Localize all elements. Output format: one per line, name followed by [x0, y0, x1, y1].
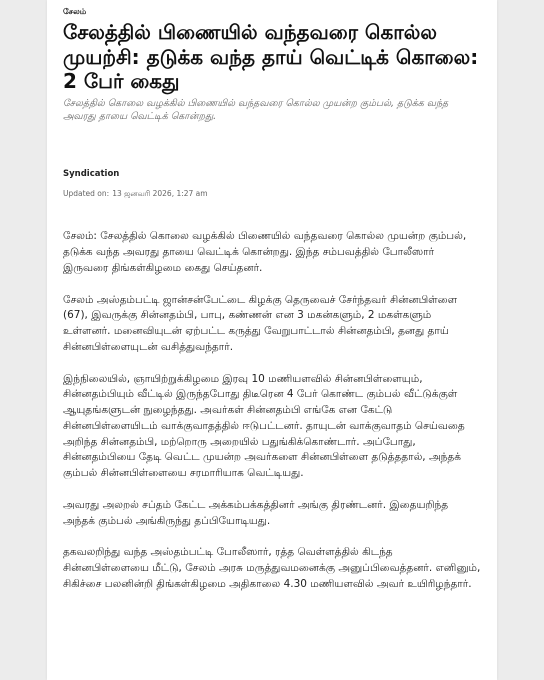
article-subtitle: சேலத்தில் கொலை வழக்கில் பிணையில் வந்தவரை கொல்ல முயன்ற கும்பல், தடுக்க வந்த அவரது தாயை வெட்டிக் கொன்றது.: [63, 97, 449, 122]
article-container: [47, 0, 497, 593]
article-paragraph: சேலம் அஸ்தம்பட்டி ஜான்சன்பேட்டை கிழக்கு தெருவைச் சேர்ந்தவர் சின்னபிள்ளை (67), இவருக்கு சின்னதம்பி, பாபு, கண்ணன் என 3 மகன்களும், 2 மகள்களும் உள்ளனர். மனைவியுடன் ஏற்பட்ட கருத்து வேறுபாட்டால் சின்னதம்பி, தனது தாய் சின்னபிள்ளையுடன் வசித்துவந்தார்.: [63, 293, 458, 353]
article-headline: சேலத்தில் பிணையில் வந்தவரை கொல்ல முயற்சி: தடுக்க வந்த தாய் வெட்டிக் கொலை: 2 பேர் கைது: [63, 20, 479, 94]
author-name[interactable]: Syndication: [63, 169, 120, 180]
article-page: [47, 0, 497, 680]
article-paragraph: தகவலறிந்து வந்த அஸ்தம்பட்டி போலீஸார், ரத்த வெள்ளத்தில் கிடந்த சின்னபிள்ளையை மீட்டு, சேலம் அரசு மருத்துவமனைக்கு அனுப்பிவைத்தனர். எனினும், சிகிச்சை பலனின்றி திங்கள்கிழமை அதிகாலை 4.30 மணியளவில் அவர் உயிரிழந்தார்.: [63, 546, 481, 590]
updated-timestamp: [63, 189, 481, 199]
updated-label: Updated on:: [63, 189, 110, 199]
article-paragraph: சேலம்: சேலத்தில் கொலை வழக்கில் பிணையில் வந்தவரை கொல்ல முயன்ற கும்பல், தடுக்க வந்த அவரது தாயை வெட்டிக் கொன்றது. இந்த சம்பவத்தில் போலீஸார் இருவரை திங்கள்கிழமை கைது செய்தனர்.: [63, 230, 467, 274]
article-paragraph: அவரது அலறல் சப்தம் கேட்ட அக்கம்பக்கத்தினர் அங்கு திரண்டனர். இதையறிந்த அந்தக் கும்பல் அங்கிருந்து தப்பியோடியது.: [63, 498, 449, 527]
article-paragraph: இந்நிலையில், ஞாயிற்றுக்கிழமை இரவு 10 மணியளவில் சின்னபிள்ளையும், சின்னதம்பியும் வீட்டில் இருந்தபோது திடீரென 4 பேர் கொண்ட கும்பல் வீட்டுக்குள் ஆயுதங்களுடன் நுழைந்தது. அவர்கள் சின்னதம்பி எங்கே என கேட்டு சின்னபிள்ளையிடம் வாக்குவாதத்தில் ஈடுபட்டனர். தாயுடன் வாக்குவாதம் செய்வதை அறிந்த சின்னதம்பி, மற்றொரு அறையில் பதுங்கிக்கொண்டார். அப்போது, சின்னதம்பியை தேடி வெட்ட முயன்ற அவர்களை சின்னபிள்ளை தடுத்ததால், அந்தக் கும்பல் சின்னபிள்ளையை சரமாரியாக வெட்டியது.: [63, 372, 465, 480]
section-label[interactable]: சேலம்: [63, 7, 87, 16]
article-body: [63, 229, 481, 592]
updated-value: 13 ஜனவரி 2026, 1:27 am: [112, 189, 208, 199]
